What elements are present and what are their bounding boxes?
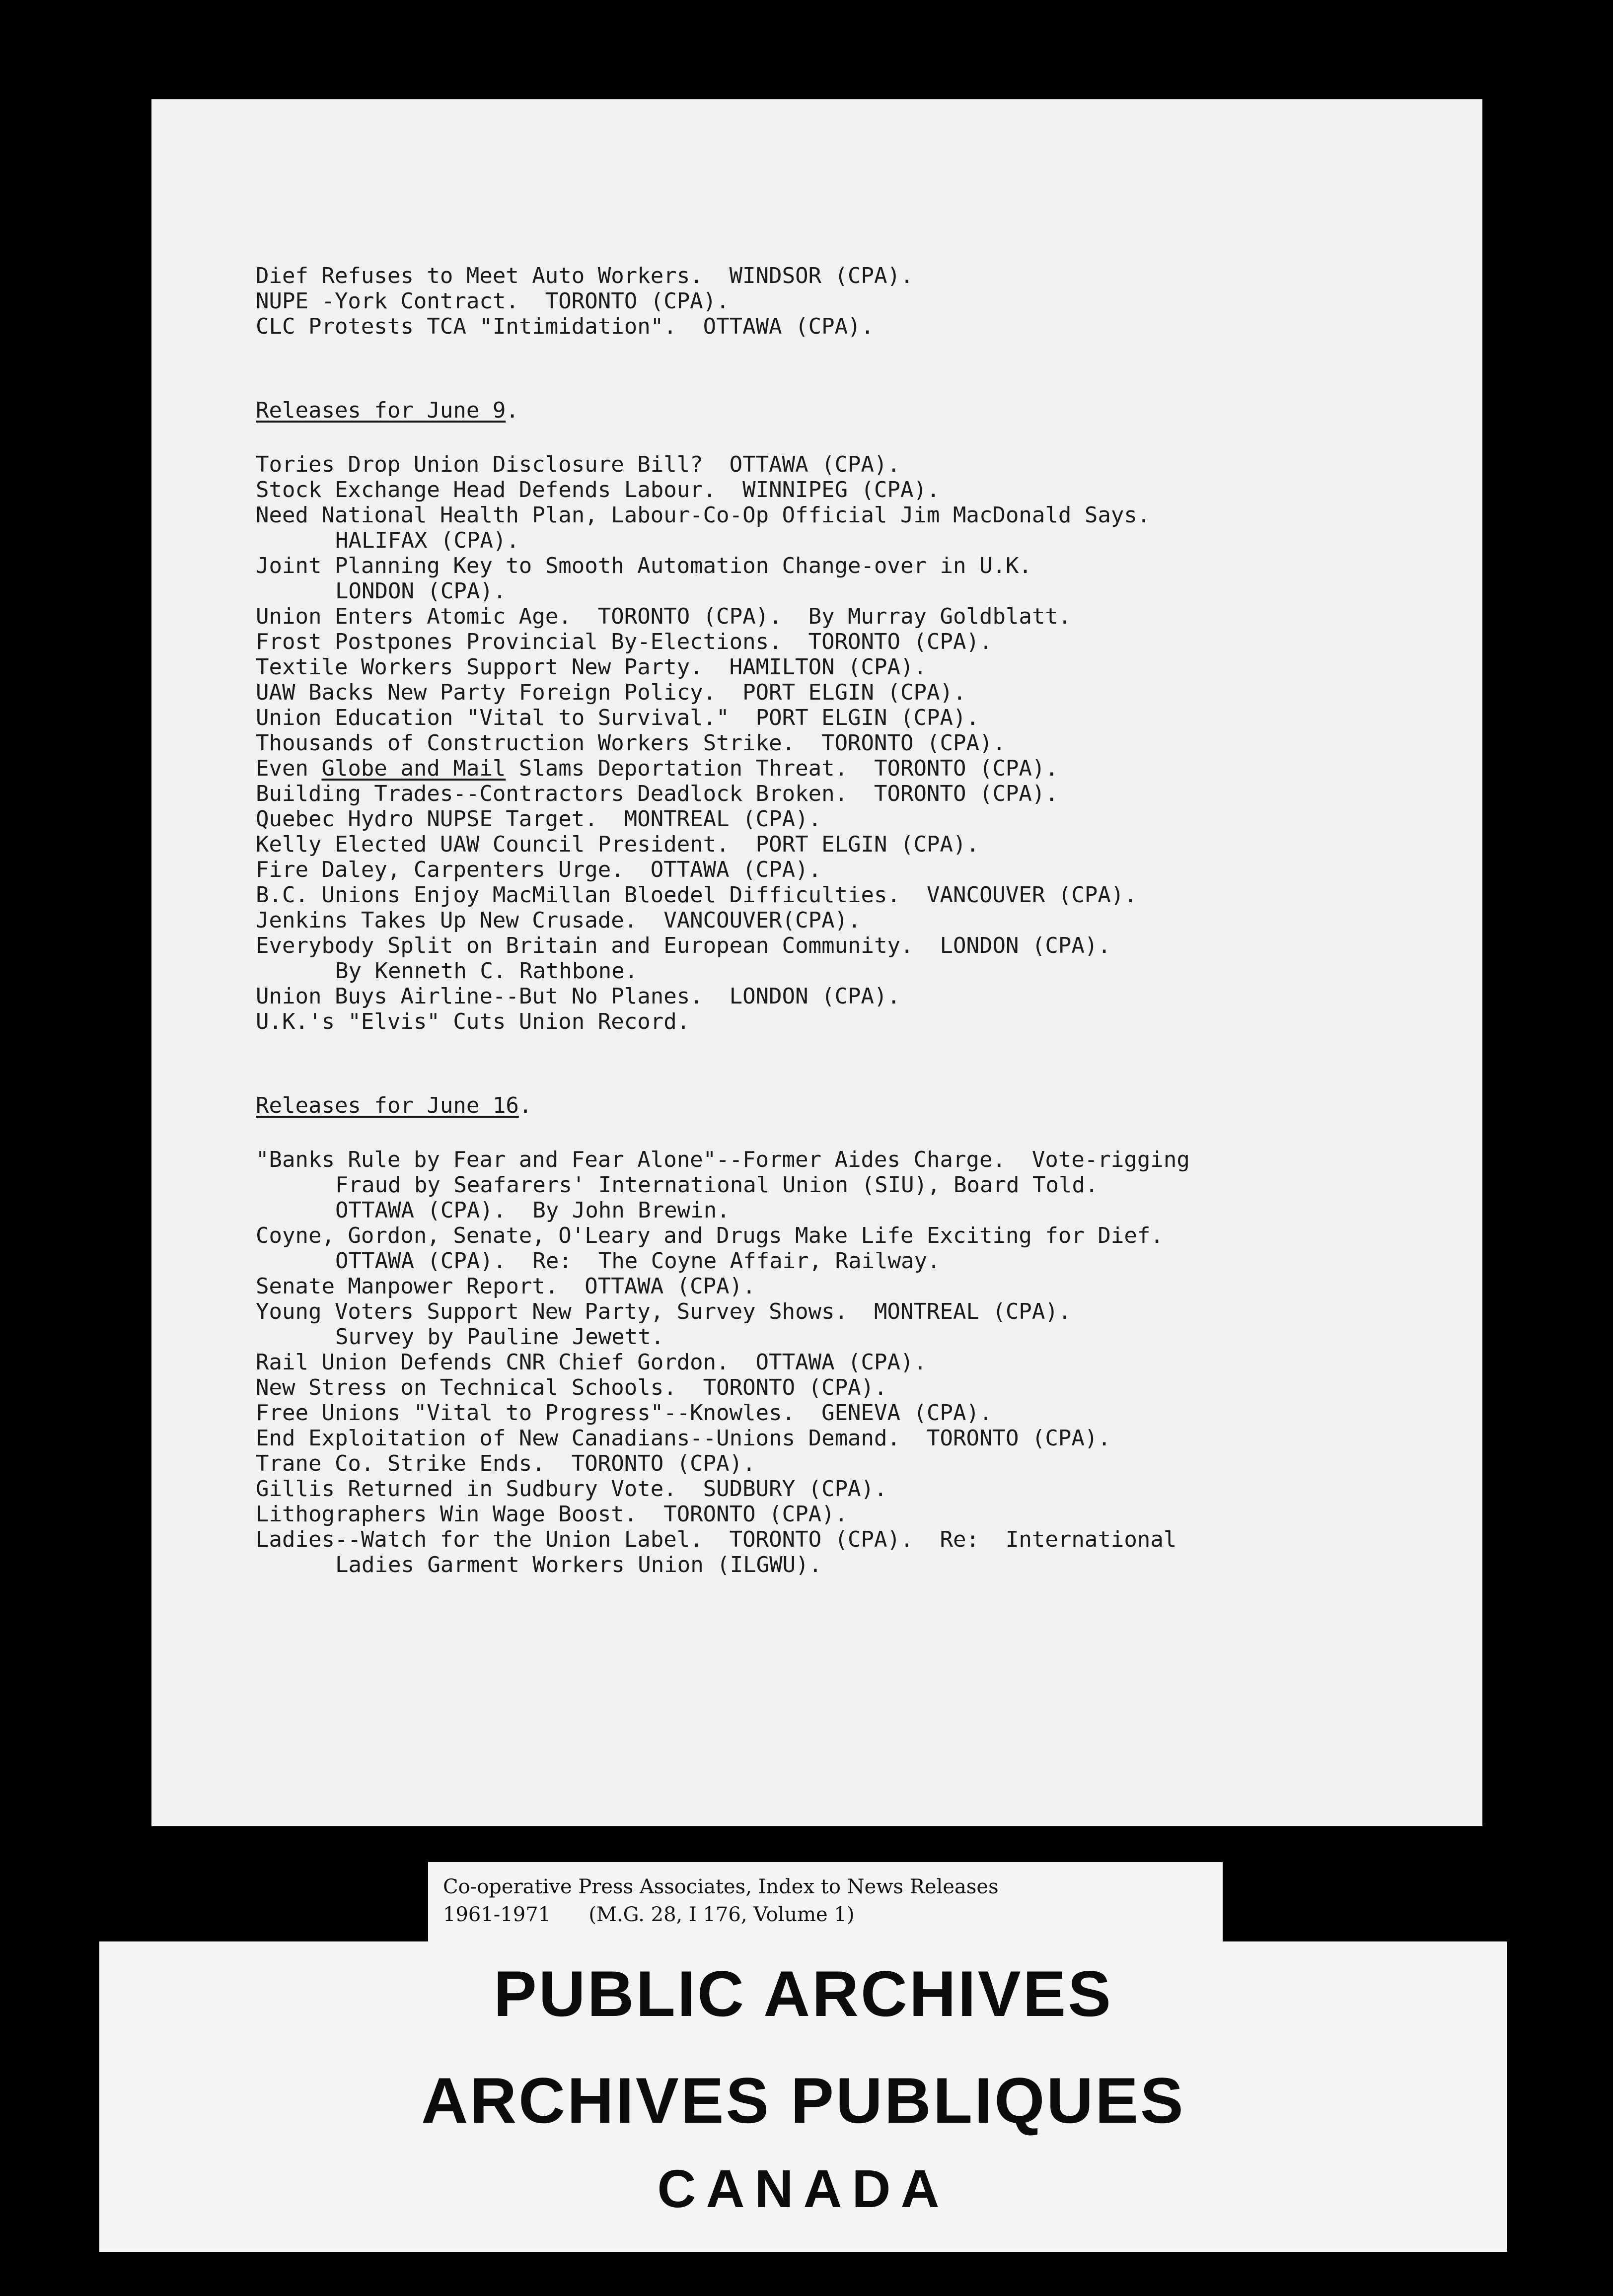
release-entry-continuation: Fraud by Seafarers' International Union (SIU), Board Told. (335, 1172, 1099, 1198)
stamp-public-archives: PUBLIC ARCHIVES (494, 1957, 1113, 2030)
news-release-index (256, 263, 1467, 1578)
release-entry: Ladies--Watch for the Union Label. TORONTO (CPA). Re: International (256, 1527, 1177, 1552)
release-entry-globe-and-mail: Even Globe and Mail Slams Deportation Threat. TORONTO (CPA). (256, 756, 1058, 781)
release-entry: Joint Planning Key to Smooth Automation Change-over in U.K. (256, 553, 1032, 578)
catalog-label-reference: 1961-1971 (M.G. 28, I 176, Volume 1) (443, 1903, 855, 1926)
release-entry: "Banks Rule by Fear and Fear Alone"--Former Aides Charge. Vote-rigging (256, 1147, 1190, 1172)
release-entry: Frost Postpones Provincial By-Elections. TORONTO (CPA). (256, 629, 993, 654)
release-entry: Union Enters Atomic Age. TORONTO (CPA). By Murray Goldblatt. (256, 604, 1072, 629)
release-entry-continuation: HALIFAX (CPA). (335, 528, 519, 553)
release-entry: Need National Health Plan, Labour-Co-Op Official Jim MacDonald Says. (256, 502, 1151, 528)
release-entry: Gillis Returned in Sudbury Vote. SUDBURY (CPA). (256, 1476, 887, 1502)
stamp-archives-publiques: ARCHIVES PUBLIQUES (421, 2064, 1185, 2137)
release-entry: Coyne, Gordon, Senate, O'Leary and Drugs Make Life Exciting for Dief. (256, 1223, 1164, 1248)
release-entry: New Stress on Technical Schools. TORONTO (CPA). (256, 1375, 887, 1400)
archive-stamp (99, 1941, 1507, 2252)
release-entry: Fire Daley, Carpenters Urge. OTTAWA (CPA). (256, 857, 822, 882)
catalog-label-title: Co-operative Press Associates, Index to News Releases (443, 1875, 999, 1898)
release-entry: Quebec Hydro NUPSE Target. MONTREAL (CPA). (256, 806, 822, 832)
release-entry-continuation: By Kenneth C. Rathbone. (335, 958, 638, 984)
release-entry-continuation: Ladies Garment Workers Union (ILGWU). (335, 1552, 822, 1578)
release-entry: CLC Protests TCA "Intimidation". OTTAWA (CPA). (256, 314, 875, 339)
release-entry: Kelly Elected UAW Council President. PORT ELGIN (CPA). (256, 832, 979, 857)
newspaper-title: Globe and Mail (321, 756, 506, 781)
release-entry: Rail Union Defends CNR Chief Gordon. OTTAWA (CPA). (256, 1350, 927, 1375)
release-entry: Textile Workers Support New Party. HAMILTON (CPA). (256, 654, 927, 680)
release-entry: Dief Refuses to Meet Auto Workers. WINDSOR (CPA). (256, 263, 914, 288)
release-entry: U.K.'s "Elvis" Cuts Union Record. (256, 1009, 690, 1034)
release-entry: UAW Backs New Party Foreign Policy. PORT ELGIN (CPA). (256, 680, 966, 705)
release-entry: Lithographers Win Wage Boost. TORONTO (CPA). (256, 1502, 848, 1527)
section-heading-june-9: Releases for June 9. (256, 398, 519, 423)
release-entry-continuation: OTTAWA (CPA). By John Brewin. (335, 1198, 730, 1223)
release-entry: Union Buys Airline--But No Planes. LONDON (CPA). (256, 984, 901, 1009)
release-entry: Thousands of Construction Workers Strike. TORONTO (CPA). (256, 730, 1006, 756)
release-entry: Union Education "Vital to Survival." PORT ELGIN (CPA). (256, 705, 979, 730)
section-heading-june-16: Releases for June 16. (256, 1093, 532, 1118)
release-entry: B.C. Unions Enjoy MacMillan Bloedel Difficulties. VANCOUVER (CPA). (256, 882, 1137, 908)
release-entry: Young Voters Support New Party, Survey Shows. MONTREAL (CPA). (256, 1299, 1072, 1324)
release-entry-continuation: Survey by Pauline Jewett. (335, 1324, 664, 1350)
catalog-label (428, 1862, 1223, 1945)
release-entry: Senate Manpower Report. OTTAWA (CPA). (256, 1274, 756, 1299)
release-entry: End Exploitation of New Canadians--Unions Demand. TORONTO (CPA). (256, 1426, 1111, 1451)
release-entry: NUPE -York Contract. TORONTO (CPA). (256, 288, 730, 314)
release-entry: Building Trades--Contractors Deadlock Broken. TORONTO (CPA). (256, 781, 1058, 806)
release-entry: Stock Exchange Head Defends Labour. WINNIPEG (CPA). (256, 477, 940, 502)
release-entry-continuation: OTTAWA (CPA). Re: The Coyne Affair, Railway. (335, 1248, 941, 1274)
release-entry: Everybody Split on Britain and European Community. LONDON (CPA). (256, 933, 1111, 958)
release-entry: Trane Co. Strike Ends. TORONTO (CPA). (256, 1451, 756, 1476)
release-entry: Tories Drop Union Disclosure Bill? OTTAWA (CPA). (256, 452, 901, 477)
stamp-canada: CANADA (657, 2158, 950, 2219)
release-entry-continuation: LONDON (CPA). (335, 578, 507, 604)
document-page (151, 99, 1482, 1826)
release-entry: Jenkins Takes Up New Crusade. VANCOUVER(CPA). (256, 908, 861, 933)
release-entry: Free Unions "Vital to Progress"--Knowles. GENEVA (CPA). (256, 1400, 993, 1426)
